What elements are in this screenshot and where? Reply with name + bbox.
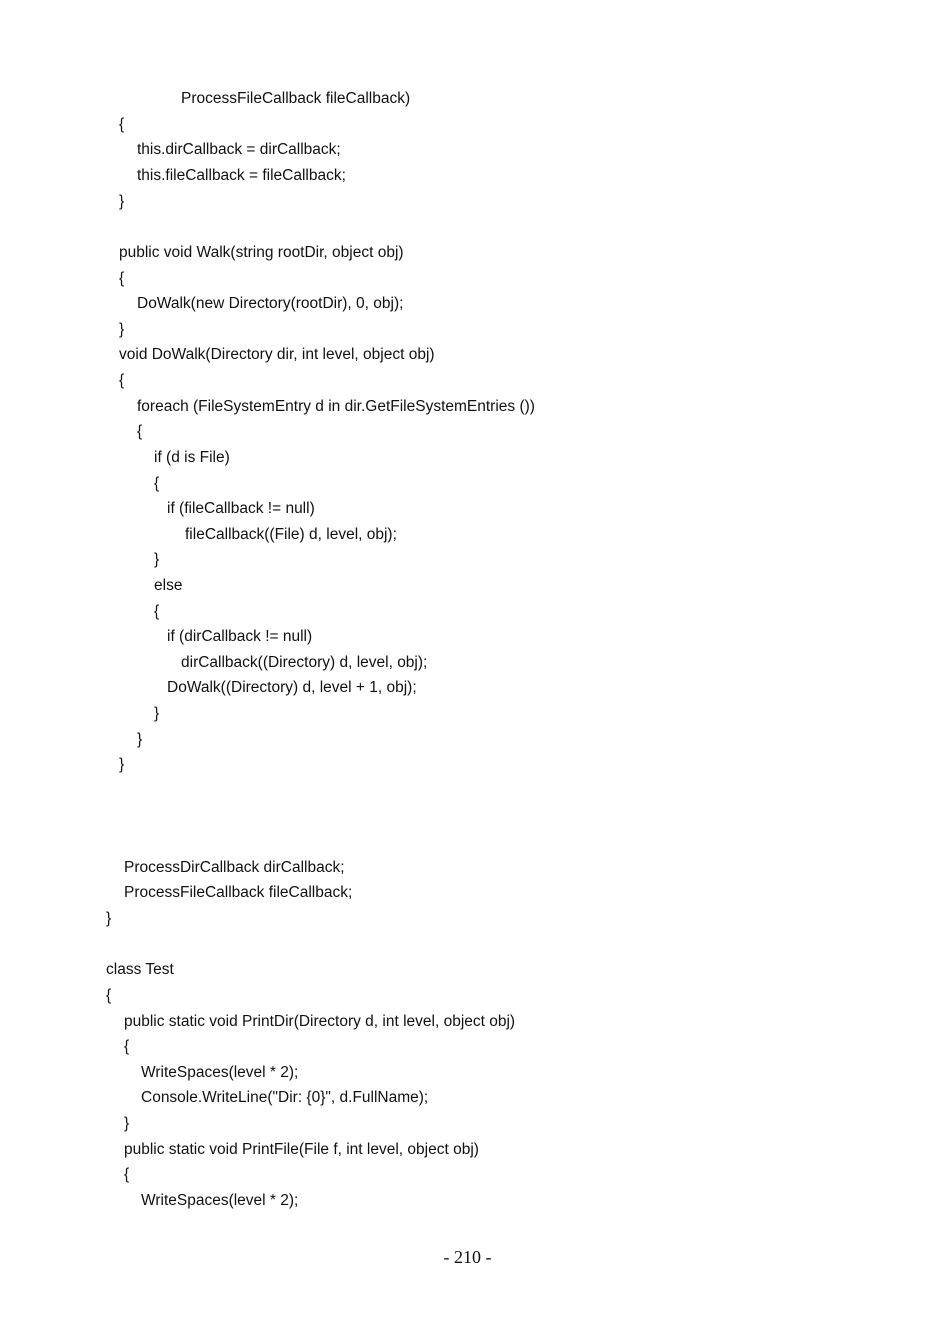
code-line: { — [124, 1166, 130, 1183]
code-line: } — [137, 731, 143, 748]
code-line: else — [154, 577, 183, 594]
code-line: public void Walk(string rootDir, object obj) — [119, 244, 404, 261]
code-line: { — [154, 603, 160, 620]
code-line: foreach (FileSystemEntry d in dir.GetFileSystemEntries ()) — [137, 398, 535, 415]
code-line: ProcessFileCallback fileCallback) — [181, 90, 411, 107]
code-line: ProcessFileCallback fileCallback; — [124, 884, 353, 901]
page-number: - 210 - — [443, 1247, 492, 1267]
code-line: if (d is File) — [154, 449, 230, 466]
code-line: { — [154, 475, 160, 492]
code-line: } — [119, 193, 125, 210]
code-line: this.fileCallback = fileCallback; — [137, 167, 346, 184]
code-line: } — [119, 756, 125, 773]
code-line: { — [119, 372, 125, 389]
code-line: dirCallback((Directory) d, level, obj); — [181, 654, 428, 671]
code-line: { — [124, 1038, 130, 1055]
code-line: WriteSpaces(level * 2); — [141, 1192, 299, 1209]
code-line: WriteSpaces(level * 2); — [141, 1064, 299, 1081]
code-line: { — [119, 270, 125, 287]
code-line: { — [106, 987, 112, 1004]
code-line: } — [119, 321, 125, 338]
code-line: void DoWalk(Directory dir, int level, object obj) — [119, 346, 435, 363]
code-line: DoWalk((Directory) d, level + 1, obj); — [167, 679, 417, 696]
code-line: if (fileCallback != null) — [167, 500, 315, 517]
code-line: public static void PrintDir(Directory d, int level, object obj) — [124, 1013, 516, 1030]
code-line: { — [119, 116, 125, 133]
code-line: } — [154, 705, 160, 722]
code-line: if (dirCallback != null) — [167, 628, 313, 645]
code-line: } — [106, 910, 112, 927]
code-line: ProcessDirCallback dirCallback; — [124, 859, 345, 876]
code-line: } — [154, 551, 160, 568]
code-line: public static void PrintFile(File f, int level, object obj) — [124, 1141, 479, 1158]
code-line: class Test — [106, 961, 174, 978]
code-line: this.dirCallback = dirCallback; — [137, 141, 341, 158]
code-line: fileCallback((File) d, level, obj); — [185, 526, 397, 543]
code-line: } — [124, 1115, 130, 1132]
code-line: { — [137, 423, 143, 440]
code-line: Console.WriteLine("Dir: {0}", d.FullName); — [141, 1089, 429, 1106]
code-line: DoWalk(new Directory(rootDir), 0, obj); — [137, 295, 404, 312]
